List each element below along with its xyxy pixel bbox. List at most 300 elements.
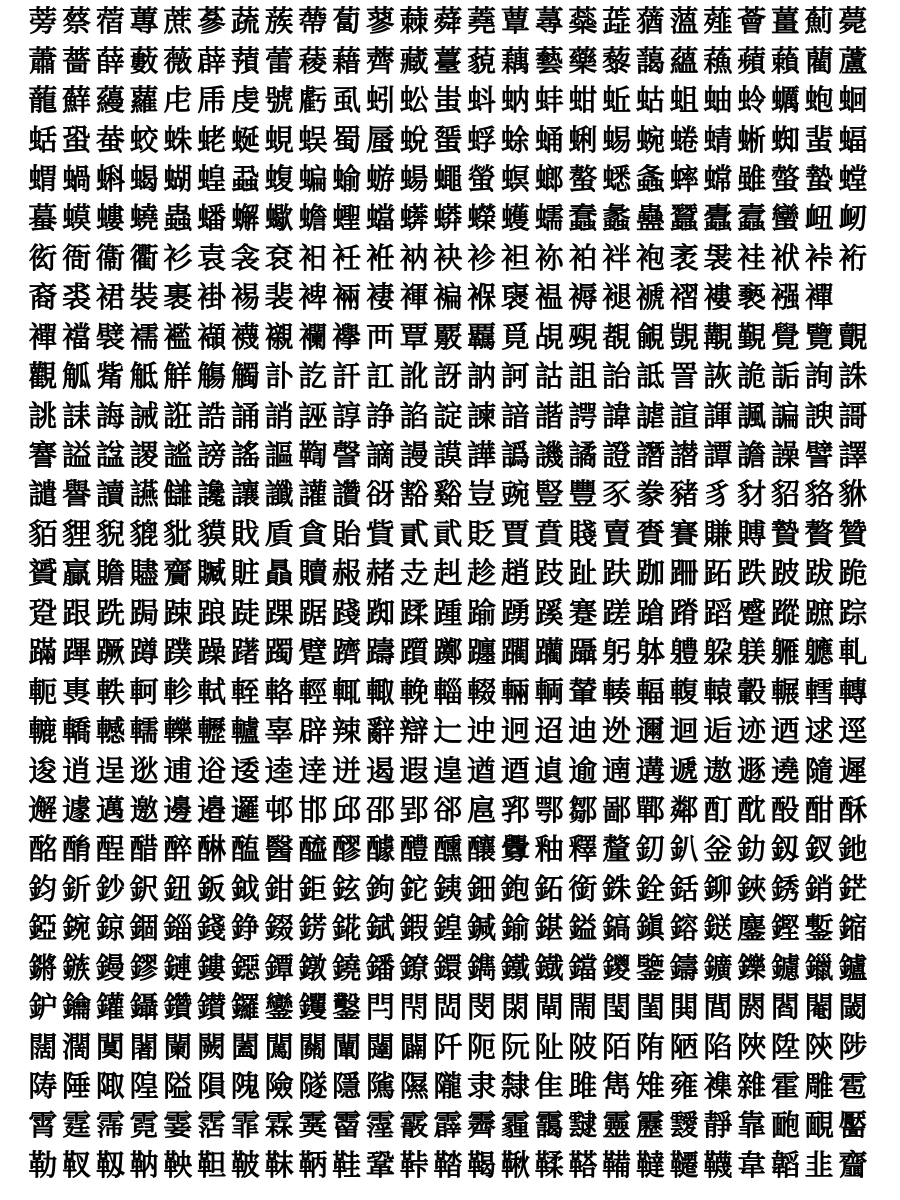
glyph-character: 鑾 <box>264 990 294 1025</box>
glyph-character: 貉 <box>804 477 834 512</box>
glyph-character: 鑽 <box>163 990 193 1025</box>
glyph-character: 鏐 <box>129 950 159 985</box>
glyph-row <box>26 318 876 357</box>
glyph-character: 靉 <box>669 1108 699 1143</box>
glyph-row <box>26 1067 876 1106</box>
glyph-character: 裃 <box>804 240 834 275</box>
glyph-character: 雖 <box>737 161 767 196</box>
glyph-character: 蠡 <box>602 201 632 236</box>
glyph-character: 隰 <box>399 1069 429 1104</box>
glyph-character: 逍 <box>62 753 92 788</box>
glyph-character: 鍼 <box>467 911 497 946</box>
glyph-character: 貪 <box>298 516 328 551</box>
glyph-character: 靱 <box>95 1147 125 1182</box>
glyph-character: 覺 <box>770 319 800 354</box>
glyph-character: 藕 <box>500 43 530 78</box>
glyph-character: 訃 <box>264 359 294 394</box>
glyph-character: 贓 <box>197 556 227 591</box>
glyph-character: 鞆 <box>298 1147 328 1182</box>
glyph-character: 躔 <box>467 635 497 670</box>
glyph-character: 躙 <box>500 635 530 670</box>
glyph-character: 薛 <box>95 43 125 78</box>
glyph-character: 蘚 <box>62 83 92 118</box>
glyph-character: 謚 <box>62 438 92 473</box>
glyph-character: 蹲 <box>129 635 159 670</box>
glyph-character: 袞 <box>264 240 294 275</box>
glyph-character: 钁 <box>298 990 328 1025</box>
glyph-character: 靈 <box>602 1108 632 1143</box>
glyph-character: 錺 <box>298 911 328 946</box>
glyph-character: 蝸 <box>62 161 92 196</box>
glyph-character: 鄂 <box>534 792 564 827</box>
glyph-character: 讓 <box>230 477 260 512</box>
glyph-character: 銛 <box>669 871 699 906</box>
glyph-character: 鐓 <box>298 950 328 985</box>
glyph-character: 陜 <box>737 1029 767 1064</box>
glyph-character: 褻 <box>737 280 767 315</box>
glyph-character: 鉋 <box>500 871 530 906</box>
glyph-character: 蘢 <box>28 83 58 118</box>
glyph-character: 勒 <box>28 1147 58 1182</box>
glyph-character: 靦 <box>804 1108 834 1143</box>
glyph-row <box>26 278 876 317</box>
glyph-character: 釼 <box>770 832 800 867</box>
glyph-character: 醯 <box>298 832 328 867</box>
glyph-character: 藏 <box>399 43 429 78</box>
glyph-character: 袱 <box>770 240 800 275</box>
glyph-character: 襤 <box>163 319 193 354</box>
glyph-character: 韜 <box>770 1147 800 1182</box>
glyph-character: 蚫 <box>804 83 834 118</box>
glyph-character: 鎹 <box>703 911 733 946</box>
glyph-character: 赱 <box>399 556 429 591</box>
glyph-character: 譏 <box>534 438 564 473</box>
glyph-character: 輓 <box>399 674 429 709</box>
glyph-character: 鑵 <box>95 990 125 1025</box>
glyph-character: 釶 <box>838 832 868 867</box>
glyph-character: 襪 <box>230 319 260 354</box>
glyph-character: 霑 <box>197 1108 227 1143</box>
glyph-character: 諱 <box>602 398 632 433</box>
glyph-character: 蔘 <box>197 4 227 39</box>
glyph-character: 譎 <box>568 438 598 473</box>
glyph-character: 跂 <box>534 556 564 591</box>
glyph-character: 鑒 <box>635 950 665 985</box>
glyph-character: 釉 <box>534 832 564 867</box>
glyph-row <box>26 791 876 830</box>
glyph-character: 號 <box>264 83 294 118</box>
glyph-character: 襾 <box>365 319 395 354</box>
glyph-character: 贍 <box>95 556 125 591</box>
glyph-character: 諍 <box>365 398 395 433</box>
glyph-character: 蠹 <box>703 201 733 236</box>
glyph-character: 蝮 <box>264 161 294 196</box>
glyph-character: 蕣 <box>433 4 463 39</box>
glyph-character: 韭 <box>804 1147 834 1182</box>
glyph-character: 袒 <box>500 240 530 275</box>
glyph-character: 逹 <box>298 753 328 788</box>
glyph-character: 裹 <box>163 280 193 315</box>
glyph-character: 跼 <box>129 595 159 630</box>
glyph-character: 詬 <box>770 359 800 394</box>
glyph-character: 迴 <box>669 714 699 749</box>
glyph-character: 鑠 <box>737 950 767 985</box>
glyph-character: 袿 <box>737 240 767 275</box>
glyph-character: 蝓 <box>332 161 362 196</box>
glyph-character: 褂 <box>197 280 227 315</box>
glyph-character: 貶 <box>467 516 497 551</box>
glyph-character: 邂 <box>28 792 58 827</box>
glyph-character: 蚓 <box>365 83 395 118</box>
glyph-character: 轤 <box>230 714 260 749</box>
glyph-character: 隍 <box>129 1069 159 1104</box>
glyph-character: 跿 <box>230 595 260 630</box>
glyph-row <box>26 2 876 41</box>
glyph-character: 錢 <box>197 911 227 946</box>
glyph-character: 蜥 <box>737 122 767 157</box>
glyph-character: 鈬 <box>129 871 159 906</box>
glyph-character: 蠧 <box>737 201 767 236</box>
glyph-character: 覯 <box>703 319 733 354</box>
glyph-character: 鉐 <box>534 871 564 906</box>
glyph-character: 釵 <box>804 832 834 867</box>
glyph-character: 蜑 <box>433 122 463 157</box>
glyph-character: 蛯 <box>197 122 227 157</box>
glyph-character: 覓 <box>500 319 530 354</box>
glyph-character: 謗 <box>197 438 227 473</box>
glyph-character: 邀 <box>129 792 159 827</box>
glyph-character: 鐇 <box>365 950 395 985</box>
glyph-character: 逞 <box>95 753 125 788</box>
glyph-character: 陏 <box>635 1029 665 1064</box>
glyph-character: 躇 <box>230 635 260 670</box>
glyph-character: 輟 <box>467 674 497 709</box>
glyph-character: 贇 <box>28 556 58 591</box>
glyph-character: 乕 <box>197 83 227 118</box>
glyph-character: 鉉 <box>332 871 362 906</box>
glyph-character: 袮 <box>534 240 564 275</box>
glyph-character: 遑 <box>433 753 463 788</box>
glyph-character: 蕕 <box>635 4 665 39</box>
glyph-character: 鐵 <box>500 950 530 985</box>
glyph-character: 謌 <box>838 398 868 433</box>
glyph-character: 蛞 <box>28 122 58 157</box>
glyph-character: 蕋 <box>602 4 632 39</box>
glyph-character: 鑛 <box>703 950 733 985</box>
glyph-character: 觝 <box>129 359 159 394</box>
glyph-character: 跋 <box>804 556 834 591</box>
glyph-character: 謖 <box>129 438 159 473</box>
glyph-character: 鐐 <box>399 950 429 985</box>
glyph-character: 闃 <box>95 1029 125 1064</box>
glyph-character: 隲 <box>365 1069 395 1104</box>
glyph-character: 隧 <box>298 1069 328 1104</box>
glyph-character: 衂 <box>838 201 868 236</box>
glyph-character: 隨 <box>804 753 834 788</box>
glyph-character: 贐 <box>129 556 159 591</box>
glyph-character: 藥 <box>568 43 598 78</box>
glyph-character: 襍 <box>703 1069 733 1104</box>
glyph-character: 霈 <box>95 1108 125 1143</box>
glyph-character: 賈 <box>500 516 530 551</box>
glyph-character: 貂 <box>770 477 800 512</box>
glyph-character: 跌 <box>737 556 767 591</box>
glyph-character: 錮 <box>129 911 159 946</box>
glyph-character: 陋 <box>669 1029 699 1064</box>
glyph-character: 襴 <box>298 319 328 354</box>
glyph-character: 蟄 <box>804 161 834 196</box>
glyph-character: 辷 <box>433 714 463 749</box>
glyph-character: 譖 <box>635 438 665 473</box>
glyph-character: 蛄 <box>635 83 665 118</box>
glyph-character: 裘 <box>62 280 92 315</box>
glyph-character: 蜉 <box>467 122 497 157</box>
glyph-character: 蜈 <box>298 122 328 157</box>
glyph-character: 遖 <box>602 753 632 788</box>
glyph-character: 鑚 <box>197 990 227 1025</box>
glyph-character: 蝙 <box>298 161 328 196</box>
glyph-character: 蓼 <box>365 4 395 39</box>
glyph-character: 濶 <box>62 1029 92 1064</box>
glyph-character: 闡 <box>332 1029 362 1064</box>
glyph-character: 迺 <box>770 714 800 749</box>
glyph-character: 賻 <box>737 516 767 551</box>
glyph-character: 輻 <box>635 674 665 709</box>
glyph-character: 讌 <box>129 477 159 512</box>
glyph-character: 軾 <box>197 674 227 709</box>
glyph-character: 謫 <box>365 438 395 473</box>
glyph-character: 裝 <box>129 280 159 315</box>
glyph-row <box>26 120 876 159</box>
glyph-character: 雋 <box>602 1069 632 1104</box>
glyph-character: 螯 <box>568 161 598 196</box>
glyph-character: 閔 <box>467 990 497 1025</box>
glyph-character: 賁 <box>534 516 564 551</box>
glyph-character: 關 <box>298 1029 328 1064</box>
glyph-character: 蚶 <box>568 83 598 118</box>
glyph-character: 釛 <box>737 832 767 867</box>
glyph-character: 谺 <box>365 477 395 512</box>
glyph-character: 蠢 <box>568 201 598 236</box>
glyph-character: 閖 <box>500 990 530 1025</box>
glyph-character: 遐 <box>399 753 429 788</box>
glyph-character: 贅 <box>804 516 834 551</box>
glyph-character: 褄 <box>365 280 395 315</box>
glyph-character: 隕 <box>197 1069 227 1104</box>
glyph-character: 譽 <box>62 477 92 512</box>
glyph-character: 躡 <box>568 635 598 670</box>
glyph-character: 邊 <box>163 792 193 827</box>
glyph-character: 鄲 <box>635 792 665 827</box>
glyph-character: 譯 <box>838 438 868 473</box>
glyph-character: 銹 <box>770 871 800 906</box>
glyph-character: 躁 <box>197 635 227 670</box>
glyph-character: 遶 <box>770 753 800 788</box>
glyph-character: 蹌 <box>635 595 665 630</box>
glyph-character: 袍 <box>635 240 665 275</box>
glyph-character: 轗 <box>95 714 125 749</box>
glyph-character: 豺 <box>737 477 767 512</box>
glyph-character: 蠶 <box>669 201 699 236</box>
glyph-character: 蹠 <box>804 595 834 630</box>
glyph-character: 鈑 <box>197 871 227 906</box>
glyph-character: 轅 <box>703 674 733 709</box>
glyph-character: 鉈 <box>399 871 429 906</box>
glyph-character: 蠻 <box>770 201 800 236</box>
glyph-character: 諡 <box>95 438 125 473</box>
glyph-character: 閙 <box>568 990 598 1025</box>
glyph-character: 郛 <box>500 792 530 827</box>
glyph-character: 貲 <box>365 516 395 551</box>
glyph-row <box>26 594 876 633</box>
glyph-character: 讚 <box>332 477 362 512</box>
glyph-character: 鍠 <box>433 911 463 946</box>
glyph-character: 跛 <box>770 556 800 591</box>
glyph-character: 蹇 <box>568 595 598 630</box>
glyph-character: 貊 <box>28 516 58 551</box>
glyph-character: 跖 <box>703 556 733 591</box>
glyph-character: 蹙 <box>737 595 767 630</box>
glyph-character: 輒 <box>332 674 362 709</box>
glyph-character: 踵 <box>433 595 463 630</box>
glyph-row <box>26 81 876 120</box>
glyph-character: 贊 <box>838 516 868 551</box>
glyph-character: 醺 <box>433 832 463 867</box>
glyph-character: 釀 <box>467 832 497 867</box>
glyph-character: 誂 <box>28 398 58 433</box>
glyph-character: 銖 <box>602 871 632 906</box>
glyph-character: 讙 <box>298 477 328 512</box>
glyph-character: 賍 <box>230 556 260 591</box>
glyph-character: 鎭 <box>635 911 665 946</box>
glyph-character: 鉤 <box>365 871 395 906</box>
glyph-character: 螳 <box>838 161 868 196</box>
glyph-character: 軣 <box>62 674 92 709</box>
glyph-character: 蝎 <box>129 161 159 196</box>
glyph-row <box>26 870 876 909</box>
glyph-character: 霤 <box>332 1108 362 1143</box>
glyph-character: 褸 <box>703 280 733 315</box>
glyph-character: 蝟 <box>28 161 58 196</box>
glyph-character: 陂 <box>568 1029 598 1064</box>
glyph-character: 迚 <box>467 714 497 749</box>
glyph-character: 襁 <box>770 280 800 315</box>
glyph-character: 諷 <box>737 398 767 433</box>
glyph-character: 褓 <box>467 280 497 315</box>
glyph-character: 襞 <box>95 319 125 354</box>
glyph-character: 衽 <box>332 240 362 275</box>
glyph-character: 詁 <box>534 359 564 394</box>
glyph-character: 迹 <box>737 714 767 749</box>
glyph-character: 隶 <box>467 1069 497 1104</box>
glyph-character: 豼 <box>163 516 193 551</box>
glyph-character: 衵 <box>298 240 328 275</box>
glyph-character: 韃 <box>635 1147 665 1182</box>
glyph-character: 轢 <box>163 714 193 749</box>
glyph-character: 豸 <box>703 477 733 512</box>
glyph-character: 讖 <box>264 477 294 512</box>
glyph-character: 鋏 <box>737 871 767 906</box>
glyph-character: 鍖 <box>534 911 564 946</box>
glyph-character: 霪 <box>365 1108 395 1143</box>
glyph-character: 覩 <box>602 319 632 354</box>
glyph-character: 薈 <box>737 4 767 39</box>
glyph-character: 輌 <box>534 674 564 709</box>
glyph-character: 邱 <box>332 792 362 827</box>
glyph-character: 襌 <box>804 280 834 315</box>
glyph-character: 赧 <box>332 556 362 591</box>
glyph-character: 陷 <box>703 1029 733 1064</box>
glyph-character: 蜀 <box>332 122 362 157</box>
glyph-character: 衒 <box>28 240 58 275</box>
glyph-character: 迪 <box>568 714 598 749</box>
glyph-character: 齏 <box>838 1147 868 1182</box>
glyph-character: 遏 <box>365 753 395 788</box>
glyph-character: 誨 <box>95 398 125 433</box>
glyph-character: 鏤 <box>197 950 227 985</box>
glyph-character: 邇 <box>635 714 665 749</box>
glyph-character: 逋 <box>163 753 193 788</box>
glyph-character: 鐫 <box>467 950 497 985</box>
glyph-character: 靨 <box>838 1108 868 1143</box>
glyph-character: 詭 <box>737 359 767 394</box>
glyph-character: 蚋 <box>500 83 530 118</box>
glyph-character: 蜃 <box>365 122 395 157</box>
glyph-row <box>26 475 876 514</box>
glyph-character: 薊 <box>804 4 834 39</box>
glyph-character: 醋 <box>129 832 159 867</box>
glyph-character: 鍮 <box>500 911 530 946</box>
glyph-character: 袤 <box>669 240 699 275</box>
glyph-row <box>26 1146 876 1185</box>
glyph-character: 醪 <box>332 832 362 867</box>
glyph-character: 鞜 <box>433 1147 463 1182</box>
glyph-character: 鞐 <box>399 1147 429 1182</box>
glyph-character: 陞 <box>770 1029 800 1064</box>
glyph-character: 鈔 <box>95 871 125 906</box>
glyph-character: 蟠 <box>197 201 227 236</box>
glyph-character: 錵 <box>332 911 362 946</box>
glyph-character: 螢 <box>467 161 497 196</box>
glyph-character: 袁 <box>197 240 227 275</box>
glyph-character: 譴 <box>28 477 58 512</box>
glyph-character: 跏 <box>635 556 665 591</box>
glyph-character: 螻 <box>95 201 125 236</box>
glyph-character: 豈 <box>467 477 497 512</box>
glyph-character: 諳 <box>500 398 530 433</box>
glyph-character: 霖 <box>264 1108 294 1143</box>
glyph-character: 蠅 <box>433 161 463 196</box>
glyph-character: 衄 <box>804 201 834 236</box>
glyph-character: 躰 <box>635 635 665 670</box>
glyph-character: 覡 <box>568 319 598 354</box>
glyph-character: 迸 <box>332 753 362 788</box>
glyph-character: 醵 <box>365 832 395 867</box>
glyph-character: 閠 <box>602 990 632 1025</box>
glyph-character: 螟 <box>500 161 530 196</box>
glyph-character: 鏥 <box>838 911 868 946</box>
glyph-character: 諧 <box>534 398 564 433</box>
glyph-character: 蛩 <box>62 122 92 157</box>
glyph-character: 觀 <box>28 359 58 394</box>
glyph-character: 躋 <box>332 635 362 670</box>
glyph-character: 誡 <box>129 398 159 433</box>
glyph-character: 鞫 <box>298 438 328 473</box>
glyph-character: 蘊 <box>669 43 699 78</box>
glyph-character: 鑢 <box>770 950 800 985</box>
glyph-character: 閊 <box>433 990 463 1025</box>
glyph-character: 襠 <box>62 319 92 354</box>
